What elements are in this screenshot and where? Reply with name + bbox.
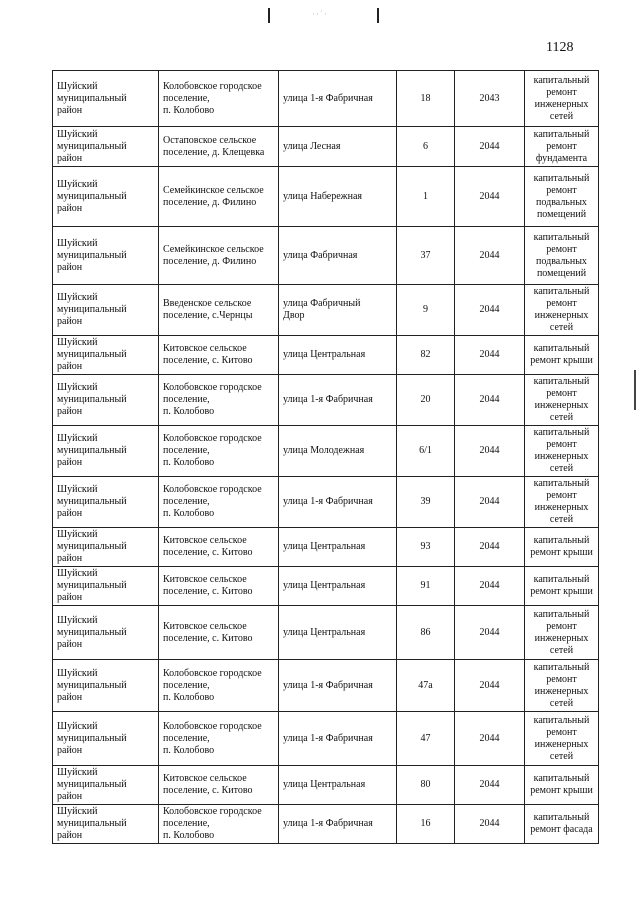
- settlement-cell: Китовское сельское поселение, с. Китово: [159, 567, 279, 606]
- settlement-cell: Колобовское городское поселение, п. Колобово: [159, 71, 279, 127]
- municipality-cell: Шуйский муниципальный район: [53, 375, 159, 426]
- work-type-cell: капитальный ремонт инженерных сетей: [525, 375, 599, 426]
- work-type-cell: капитальный ремонт инженерных сетей: [525, 606, 599, 660]
- settlement-cell: Колобовское городское поселение, п. Колобово: [159, 477, 279, 528]
- settlement-cell: Семейкинское сельское поселение, д. Филино: [159, 167, 279, 227]
- work-type-cell: капитальный ремонт фундамента: [525, 127, 599, 167]
- street-cell: улица 1-я Фабричная: [279, 71, 397, 127]
- work-type-cell: капитальный ремонт подвальных помещений: [525, 167, 599, 227]
- street-cell: улица Фабричный Двор: [279, 285, 397, 336]
- year-cell: 2044: [455, 426, 525, 477]
- municipality-cell: Шуйский муниципальный район: [53, 71, 159, 127]
- municipality-cell: Шуйский муниципальный район: [53, 712, 159, 766]
- house-number-cell: 91: [397, 567, 455, 606]
- street-cell: улица Центральная: [279, 528, 397, 567]
- table-row: [53, 127, 599, 167]
- table-row: [53, 426, 599, 477]
- work-type-cell: капитальный ремонт фасада: [525, 805, 599, 844]
- municipality-cell: Шуйский муниципальный район: [53, 660, 159, 712]
- settlement-cell: Введенское сельское поселение, с.Чернцы: [159, 285, 279, 336]
- municipality-cell: Шуйский муниципальный район: [53, 127, 159, 167]
- house-number-cell: 16: [397, 805, 455, 844]
- municipality-cell: Шуйский муниципальный район: [53, 167, 159, 227]
- municipality-cell: Шуйский муниципальный район: [53, 285, 159, 336]
- year-cell: 2044: [455, 477, 525, 528]
- year-cell: 2044: [455, 660, 525, 712]
- table-row: [53, 336, 599, 375]
- table-row: [53, 567, 599, 606]
- settlement-cell: Колобовское городское поселение, п. Колобово: [159, 426, 279, 477]
- house-number-cell: 6: [397, 127, 455, 167]
- settlement-cell: Семейкинское сельское поселение, д. Филино: [159, 227, 279, 285]
- work-type-cell: капитальный ремонт инженерных сетей: [525, 71, 599, 127]
- street-cell: улица 1-я Фабричная: [279, 712, 397, 766]
- year-cell: 2044: [455, 567, 525, 606]
- house-number-cell: 20: [397, 375, 455, 426]
- house-number-cell: 18: [397, 71, 455, 127]
- scan-edge-mark: [634, 370, 636, 410]
- year-cell: 2044: [455, 766, 525, 805]
- table-row: [53, 805, 599, 844]
- house-number-cell: 47а: [397, 660, 455, 712]
- street-cell: улица 1-я Фабричная: [279, 375, 397, 426]
- street-cell: улица 1-я Фабричная: [279, 805, 397, 844]
- street-cell: улица Центральная: [279, 606, 397, 660]
- settlement-cell: Китовское сельское поселение, с. Китово: [159, 528, 279, 567]
- settlement-cell: Колобовское городское поселение, п. Колобово: [159, 712, 279, 766]
- municipality-cell: Шуйский муниципальный район: [53, 336, 159, 375]
- year-cell: 2044: [455, 606, 525, 660]
- work-type-cell: капитальный ремонт инженерных сетей: [525, 477, 599, 528]
- work-type-cell: капитальный ремонт инженерных сетей: [525, 285, 599, 336]
- street-cell: улица Набережная: [279, 167, 397, 227]
- work-type-cell: капитальный ремонт крыши: [525, 528, 599, 567]
- street-cell: улица Центральная: [279, 336, 397, 375]
- table-row: [53, 766, 599, 805]
- house-number-cell: 37: [397, 227, 455, 285]
- house-number-cell: 39: [397, 477, 455, 528]
- house-number-cell: 82: [397, 336, 455, 375]
- scan-mark-right: [377, 8, 379, 23]
- street-cell: улица Лесная: [279, 127, 397, 167]
- housing-repair-table: [52, 70, 599, 844]
- scan-smudge: ··´·: [312, 9, 328, 19]
- street-cell: улица Центральная: [279, 567, 397, 606]
- settlement-cell: Китовское сельское поселение, с. Китово: [159, 336, 279, 375]
- table-row: [53, 606, 599, 660]
- street-cell: улица Молодежная: [279, 426, 397, 477]
- year-cell: 2044: [455, 285, 525, 336]
- table-row: [53, 712, 599, 766]
- municipality-cell: Шуйский муниципальный район: [53, 606, 159, 660]
- table-row: [53, 285, 599, 336]
- year-cell: 2044: [455, 805, 525, 844]
- work-type-cell: капитальный ремонт крыши: [525, 336, 599, 375]
- municipality-cell: Шуйский муниципальный район: [53, 805, 159, 844]
- table-row: [53, 227, 599, 285]
- street-cell: улица 1-я Фабричная: [279, 660, 397, 712]
- year-cell: 2044: [455, 528, 525, 567]
- municipality-cell: Шуйский муниципальный район: [53, 567, 159, 606]
- settlement-cell: Колобовское городское поселение, п. Колобово: [159, 660, 279, 712]
- year-cell: 2043: [455, 71, 525, 127]
- table-row: [53, 477, 599, 528]
- settlement-cell: Китовское сельское поселение, с. Китово: [159, 606, 279, 660]
- house-number-cell: 80: [397, 766, 455, 805]
- scan-mark-left: [268, 8, 270, 23]
- settlement-cell: Колобовское городское поселение, п. Колобово: [159, 375, 279, 426]
- year-cell: 2044: [455, 167, 525, 227]
- municipality-cell: Шуйский муниципальный район: [53, 528, 159, 567]
- street-cell: улица Центральная: [279, 766, 397, 805]
- municipality-cell: Шуйский муниципальный район: [53, 766, 159, 805]
- house-number-cell: 6/1: [397, 426, 455, 477]
- house-number-cell: 86: [397, 606, 455, 660]
- settlement-cell: Остаповское сельское поселение, д. Клещевка: [159, 127, 279, 167]
- street-cell: улица 1-я Фабричная: [279, 477, 397, 528]
- municipality-cell: Шуйский муниципальный район: [53, 477, 159, 528]
- settlement-cell: Китовское сельское поселение, с. Китово: [159, 766, 279, 805]
- house-number-cell: 1: [397, 167, 455, 227]
- street-cell: улица Фабричная: [279, 227, 397, 285]
- year-cell: 2044: [455, 375, 525, 426]
- table-row: [53, 167, 599, 227]
- year-cell: 2044: [455, 336, 525, 375]
- table-row: [53, 375, 599, 426]
- work-type-cell: капитальный ремонт инженерных сетей: [525, 660, 599, 712]
- page-number: 1128: [546, 40, 574, 55]
- settlement-cell: Колобовское городское поселение, п. Колобово: [159, 805, 279, 844]
- work-type-cell: капитальный ремонт крыши: [525, 567, 599, 606]
- year-cell: 2044: [455, 127, 525, 167]
- municipality-cell: Шуйский муниципальный район: [53, 227, 159, 285]
- table-row: [53, 660, 599, 712]
- work-type-cell: капитальный ремонт инженерных сетей: [525, 712, 599, 766]
- year-cell: 2044: [455, 712, 525, 766]
- house-number-cell: 93: [397, 528, 455, 567]
- work-type-cell: капитальный ремонт подвальных помещений: [525, 227, 599, 285]
- year-cell: 2044: [455, 227, 525, 285]
- table-row: [53, 71, 599, 127]
- municipality-cell: Шуйский муниципальный район: [53, 426, 159, 477]
- work-type-cell: капитальный ремонт крыши: [525, 766, 599, 805]
- house-number-cell: 9: [397, 285, 455, 336]
- house-number-cell: 47: [397, 712, 455, 766]
- table-row: [53, 528, 599, 567]
- table-body: [53, 71, 599, 844]
- work-type-cell: капитальный ремонт инженерных сетей: [525, 426, 599, 477]
